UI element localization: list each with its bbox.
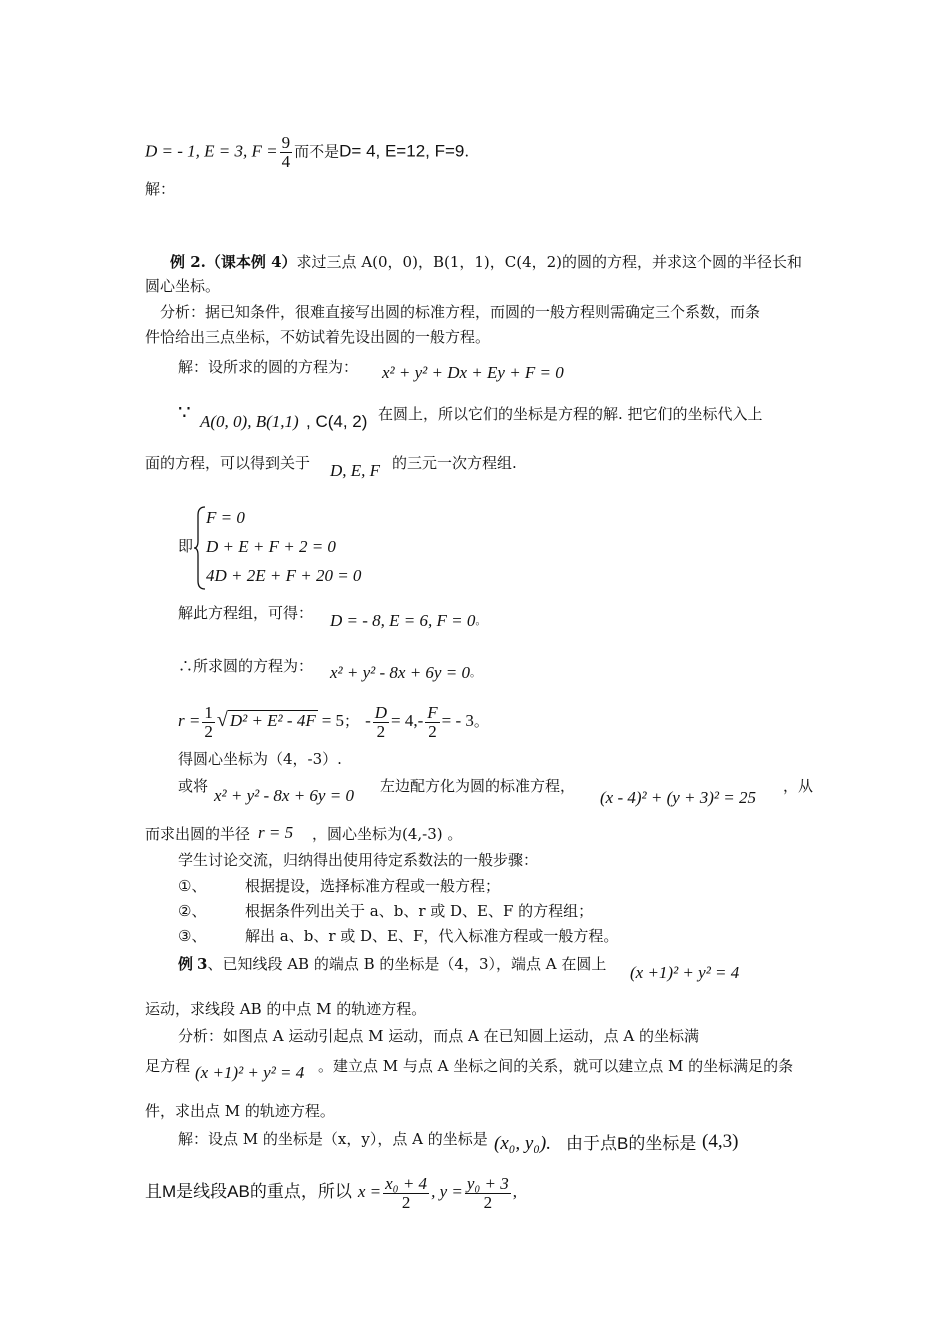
alt-line2a: 而求出圆的半径 (145, 825, 251, 843)
solution3-mid: 由于点B的坐标是 (566, 1134, 697, 1153)
circle-equation: x² + y² - 8x + 6y = 0。 (330, 663, 481, 682)
step2-text: 根据条件列出关于 a、b、r 或 D、E、F 的方程组； (245, 902, 594, 920)
point-c: , C(4, 2) (306, 412, 368, 431)
standard-equation: (x - 4)² + (y + 3)² = 25 (600, 788, 757, 807)
general-circle-equation: x² + y² + Dx + Ey + F = 0 (382, 363, 564, 382)
example2-label: 例 2.（课本例 4） (170, 253, 297, 271)
given-circle-equation: (x +1)² + y² = 4 (630, 963, 740, 982)
example3-line2: 运动，求线段 AB 的中点 M 的轨迹方程。 (145, 1000, 427, 1018)
solution2-line1: 解：设所求的圆的方程为： (178, 358, 359, 376)
alt-line2b: ，圆心坐标为(4,-3) 。 (312, 825, 463, 843)
alt-prefix: 或将 (178, 777, 209, 795)
steps-intro: 学生讨论交流，归纳得出使用待定系数法的一般步骤： (178, 851, 539, 869)
sqrt-body: D² + E² - 4F (229, 711, 316, 730)
solution3-prefix: 解：设点 M 的坐标是（x，y），点 A 的坐标是 (178, 1130, 488, 1148)
because-symbol: ∵ (178, 400, 191, 424)
fraction-f-half: $\frac{F}{2}$ (427, 702, 438, 741)
solution-label: 解： (145, 180, 176, 198)
center-result: 得圆心坐标为（4，-3）. (178, 750, 342, 768)
example2-line2: 圆心坐标。 (145, 277, 221, 295)
radius-five: r = 5 (258, 823, 294, 842)
ji-label: 即 (178, 537, 194, 555)
points-ab: A(0, 0), B(1,1) (200, 412, 299, 431)
coef-math: D = - 1, E = 3, F = (145, 141, 278, 161)
circle-eq-prefix: ∴所求圆的方程为： (178, 657, 314, 675)
unknowns-def: D, E, F (330, 461, 381, 480)
point-a-coords: (x₀, y₀). (494, 1133, 551, 1154)
step3-number: ③、 (178, 927, 207, 945)
example2-line1: 例 2.（课本例 4）求过三点 A(0，0)，B(1，1)，C(4，2)的圆的方程，并求这个圆的半径长和 (170, 253, 803, 271)
system-eq3: 4D + 2E + F + 20 = 0 (206, 566, 362, 585)
line-coefficients-note: D = - 1, E = 3, F = $\frac{9}{4}$ 而不是D= 4, E=12, F=9. (145, 133, 470, 171)
analysis3-line3: 件，求出点 M 的轨迹方程。 (145, 1102, 335, 1120)
step3-text: 解出 a、b、r 或 D、E、F，代入标准方程或一般方程。 (245, 927, 619, 945)
example3-label: 例 (178, 955, 194, 973)
step2-number: ②、 (178, 902, 207, 920)
points-on-circle-text: 在圆上，所以它们的坐标是方程的解. 把它们的坐标代入上 (378, 405, 763, 423)
solution3-line2: 且M是线段AB的重点，所以 x = $\frac{\text{x₀ + 4}}{2}$ , y = $\frac{\text{y₀ + 3}}{2}$ , (145, 1173, 518, 1212)
sqrt-sign: √ (216, 709, 228, 731)
alt-mid: 左边配方化为圆的标准方程， (380, 777, 576, 795)
analysis3-line2b: 。建立点 M 与点 A 坐标之间的关系，就可以建立点 M 的坐标满足的条 (318, 1057, 794, 1075)
system-brace (193, 505, 207, 591)
alt-suffix: ，从 (783, 777, 814, 795)
analysis2-line2: 件恰给出三点坐标，不妨试着先设出圆的一般方程。 (145, 328, 491, 346)
analysis3-line1: 分析：如图点 A 运动引起点 M 运动，而点 A 在已知圆上运动，点 A 的坐标满 (178, 1027, 700, 1045)
analysis3-line2a: 足方程 (145, 1057, 191, 1075)
fraction-x-midpoint: $\frac{\text{x₀ + 4}}{2}$ (385, 1173, 428, 1212)
wrong-values: D= 4, E=12, F=9 (339, 141, 465, 161)
system-eq1: F = 0 (206, 508, 245, 527)
fraction-d-half: $\frac{D}{2}$ (374, 702, 388, 741)
analysis2-line1: 分析：据已知条件，很难直接写出圆的标准方程，而圆的一般方程则需确定三个系数，而条 (160, 303, 761, 321)
system-eq2: D + E + F + 2 = 0 (206, 537, 336, 556)
radius-line: r = $\frac{1}{2}$ √ D² + E² - 4F = 5； - $\frac{D}{2}$ = 4,- $\frac{F}{2}$ = - 3。 (178, 702, 489, 741)
not-text: 而不是 (294, 142, 340, 161)
fraction-one-half: $\frac{1}{2}$ (204, 702, 213, 741)
fraction-y-midpoint: $\frac{\text{y₀ + 3}}{2}$ (466, 1173, 509, 1212)
point-b-coords: (4,3) (702, 1131, 739, 1152)
solution2-line3a: 面的方程，可以得到关于 (145, 454, 311, 472)
step1-number: ①、 (178, 877, 207, 895)
solve-result: D = - 8, E = 6, F = 0。 (330, 611, 487, 630)
example3-line1: 例 3、已知线段 AB 的端点 B 的坐标是（4，3），端点 A 在圆上 (178, 955, 607, 973)
step1-text: 根据提设，选择标准方程或一般方程； (245, 877, 501, 895)
alt-equation: x² + y² - 8x + 6y = 0 (214, 786, 354, 805)
solve-prefix: 解此方程组，可得： (178, 604, 314, 622)
analysis3-equation: (x +1)² + y² = 4 (195, 1063, 305, 1082)
solution2-line3b: 的三元一次方程组. (392, 454, 517, 472)
fraction-nine-fourths: $\frac{9}{4}$ (281, 133, 291, 171)
